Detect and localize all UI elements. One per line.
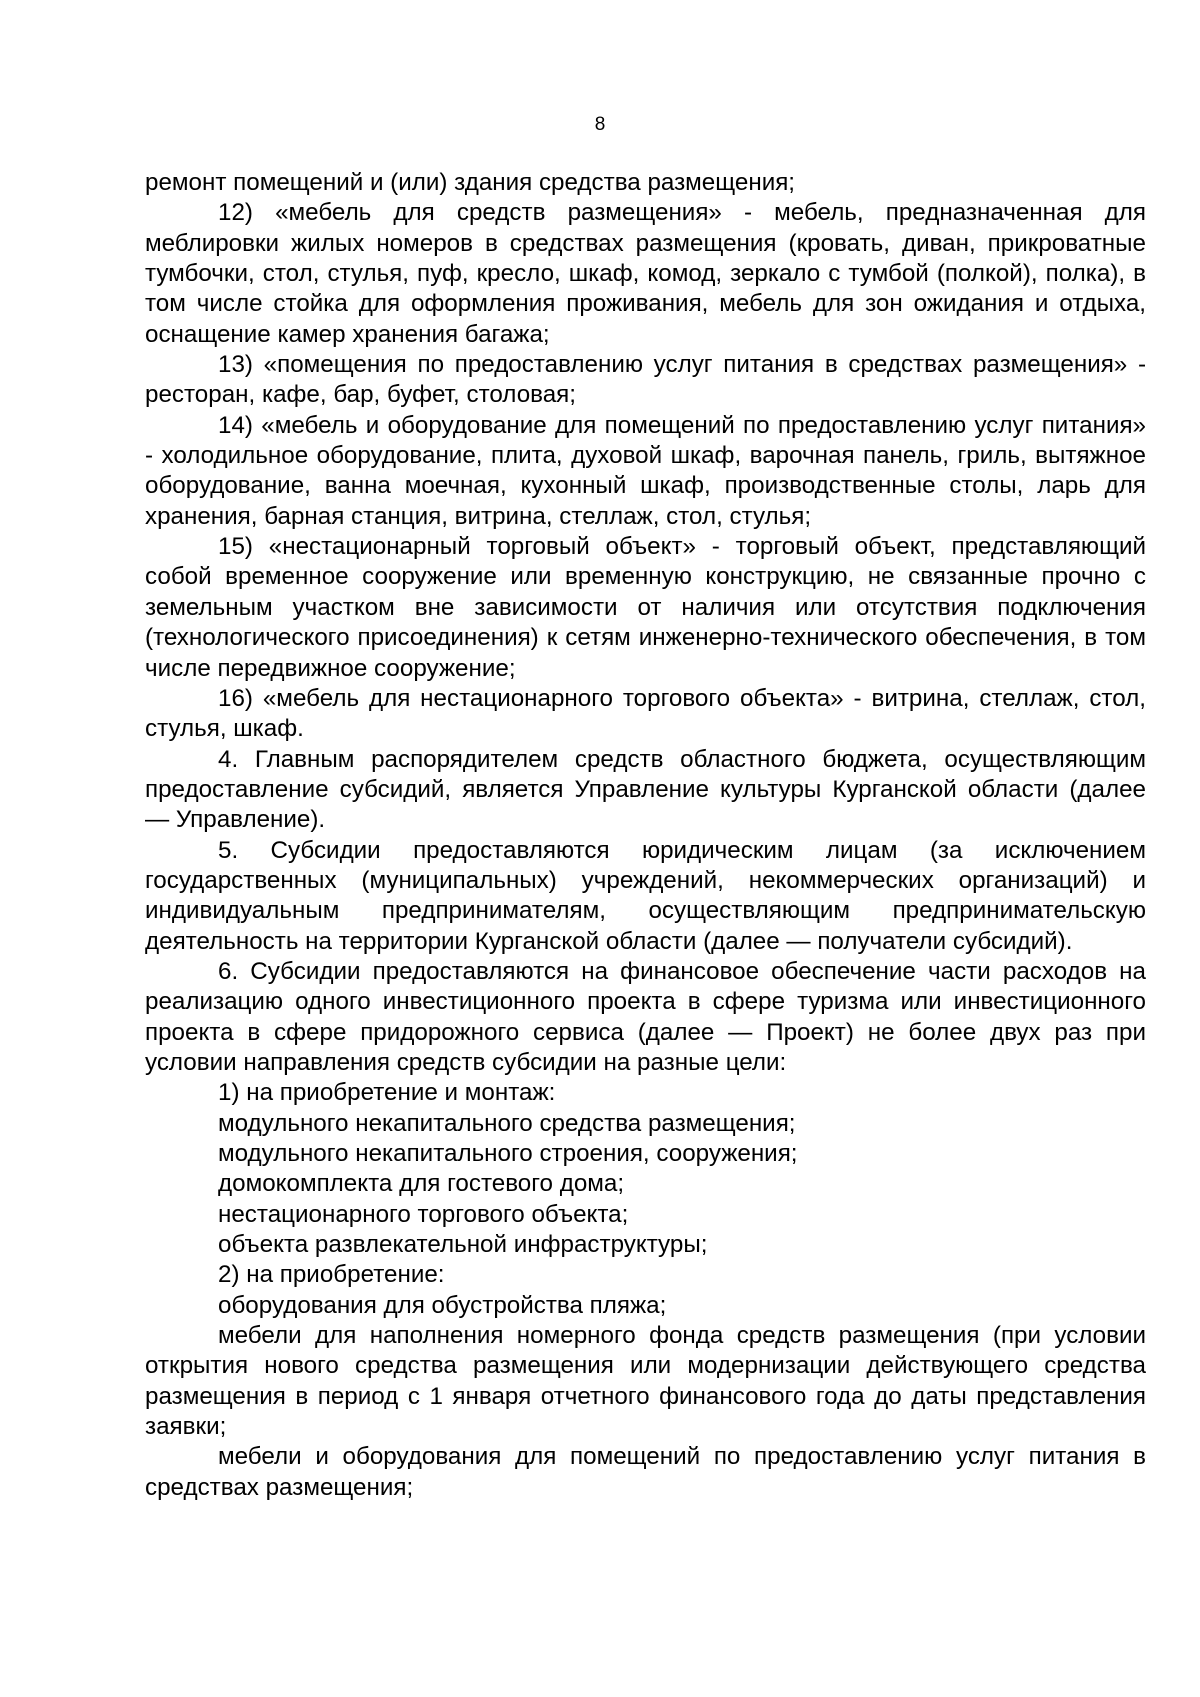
paragraph-section-5: 5. Субсидии предоставляются юридическим лицам (за исключением государственных (муниципальных) учреждений, некоммерческих организаций) и индивидуальным предпринимателям, осуществляющим предпринимательскую деятельность на территории Курганской области (далее — получатели субсидий). xyxy=(145,836,1146,955)
paragraph-section-6: 6. Субсидии предоставляются на финансовое обеспечение части расходов на реализацию одного инвестиционного проекта в сфере туризма или инвестиционного проекта в сфере придорожного сервиса (далее — Проект) не более двух раз при условии направления средств субсидии на разные цели: xyxy=(145,957,1146,1076)
paragraph-item-15: 15) «нестационарный торговый объект» - торговый объект, представляющий собой временное сооружение или временную конструкцию, не связанные прочно с земельным участком вне зависимости от наличия или отсутствия подключения (технологического присоединения) к сетям инженерно-технического обеспечения, в том числе передвижное сооружение; xyxy=(145,533,1146,682)
paragraph-item-12: 12) «мебель для средств размещения» - мебель, предназначенная для меблировки жилых номеров в средствах размещения (кровать, диван, прикроватные тумбочки, стол, стулья, пуф, кресло, шкаф, комод, зеркало с тумбой (полкой), полка), в том числе стойка для оформления проживания, мебель для зон ожидания и отдыха, оснащение камер хранения багажа; xyxy=(145,199,1146,348)
paragraph-continuation: ремонт помещений и (или) здания средства размещения; xyxy=(145,169,796,196)
list-item: объекта развлекательной инфраструктуры; xyxy=(218,1231,708,1259)
list-item: мебели для наполнения номерного фонда средств размещения (при условии открытия нового средства размещения или модернизации действующего средства размещения в период с 1 января отчетного финансового года до даты представления заявки; xyxy=(145,1322,1146,1441)
page-number: 8 xyxy=(594,114,606,135)
list-heading-2: 2) на приобретение: xyxy=(218,1261,445,1289)
document-body xyxy=(145,168,1146,1503)
list-item: мебели и оборудования для помещений по предоставлению услуг питания в средствах размещения; xyxy=(145,1443,1146,1501)
paragraph-item-13: 13) «помещения по предоставлению услуг питания в средствах размещения» - ресторан, кафе, бар, буфет, столовая; xyxy=(145,351,1146,409)
paragraph-section-4: 4. Главным распорядителем средств областного бюджета, осуществляющим предоставление субсидий, является Управление культуры Курганской области (далее — Управление). xyxy=(145,745,1146,834)
list-heading-1: 1) на приобретение и монтаж: xyxy=(218,1079,556,1107)
list-item: домокомплекта для гостевого дома; xyxy=(218,1170,625,1198)
list-item: модульного некапитального строения, сооружения; xyxy=(218,1140,798,1167)
list-item: нестационарного торгового объекта; xyxy=(218,1200,629,1228)
list-item: оборудования для обустройства пляжа; xyxy=(218,1291,667,1319)
paragraph-item-14: 14) «мебель и оборудование для помещений по предоставлению услуг питания» - холодильное оборудование, плита, духовой шкаф, варочная панель, гриль, вытяжное оборудование, ванна моечная, кухонный шкаф, производственные столы, ларь для хранения, барная станция, витрина, стеллаж, стол, стулья; xyxy=(145,411,1146,530)
list-item: модульного некапитального средства размещения; xyxy=(218,1109,796,1137)
paragraph-item-16: 16) «мебель для нестационарного торгового объекта» - витрина, стеллаж, стол, стулья, шкаф. xyxy=(145,684,1146,743)
